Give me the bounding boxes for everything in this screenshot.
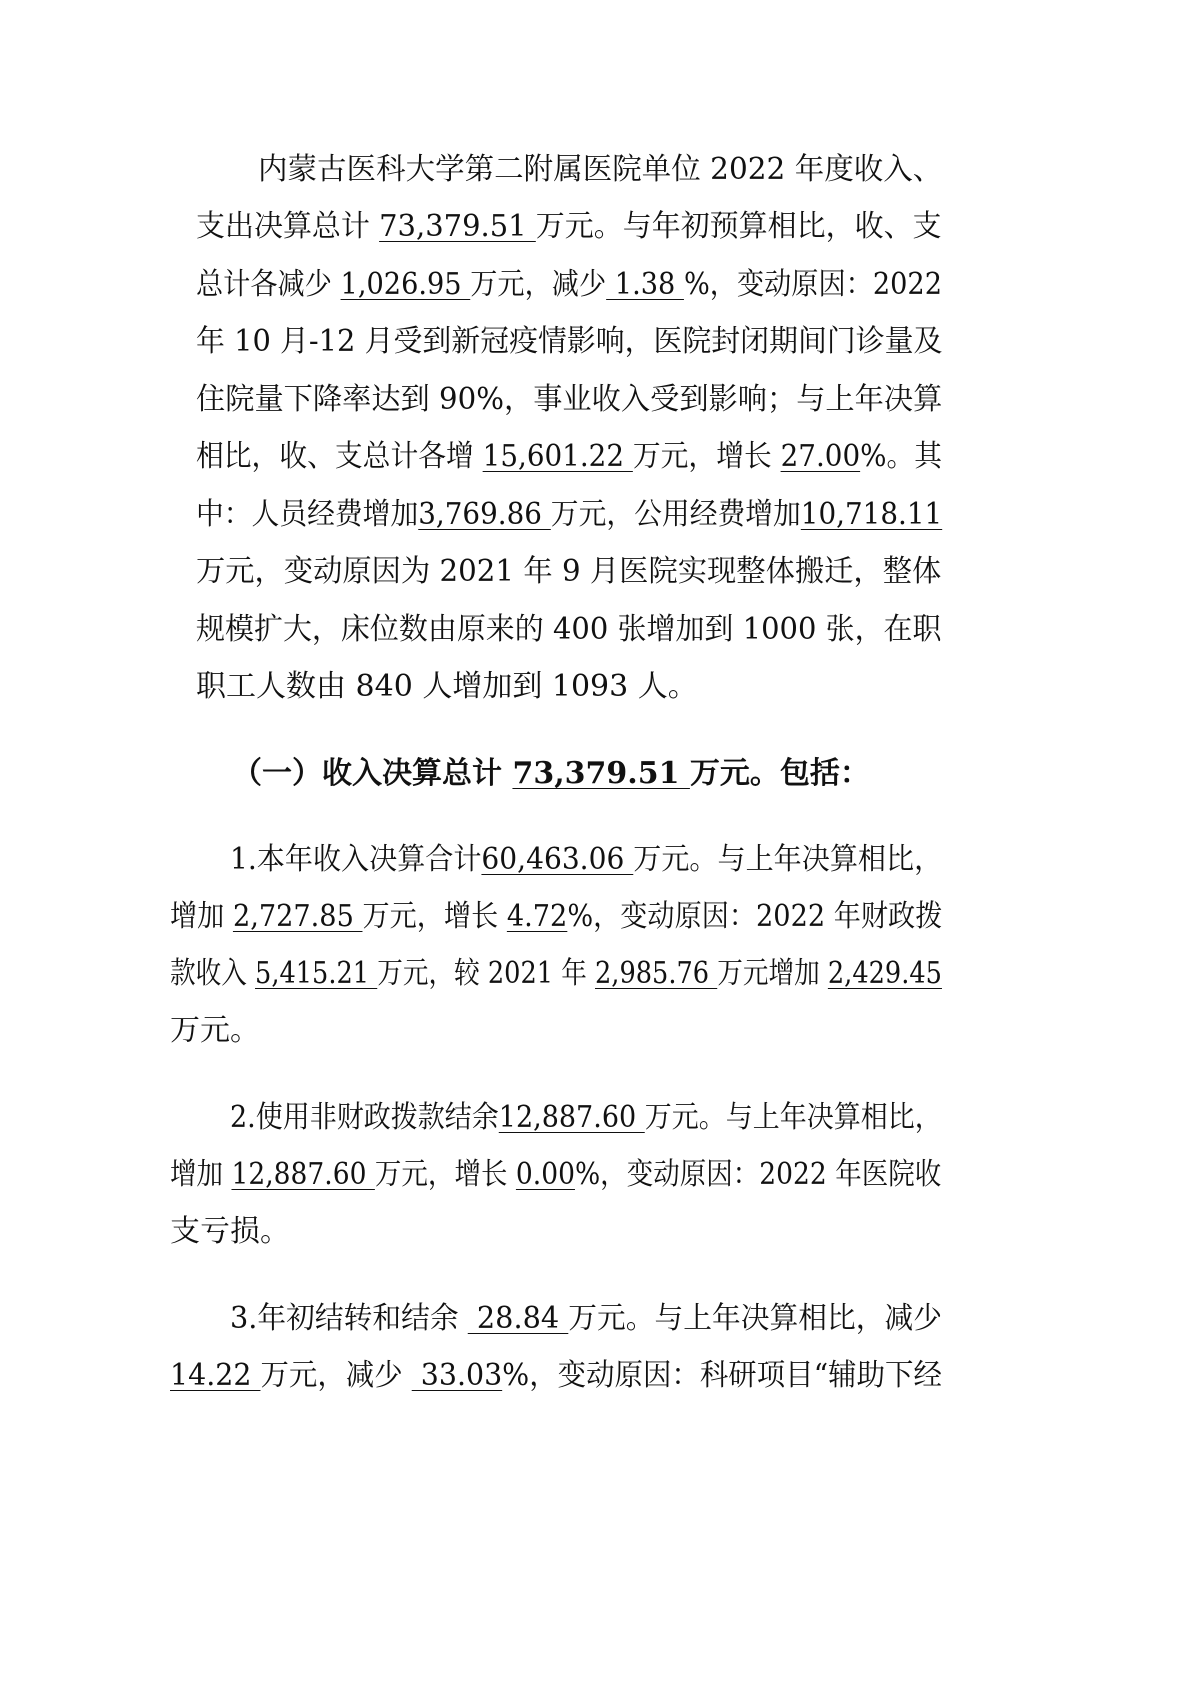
text-segment: 万元。包括： (689, 756, 870, 791)
underlined-value: 1.38 (606, 267, 684, 302)
text-line (196, 205, 942, 249)
text-segment: 支亏损。 (170, 1214, 290, 1249)
underlined-value: 12,887.60 (231, 1157, 375, 1192)
underlined-value: 12,887.60 (498, 1100, 645, 1135)
underlined-value: 15,601.22 (482, 439, 633, 474)
text-line (170, 895, 942, 939)
underlined-value: 2,727.85 (232, 899, 363, 934)
text-segment: 3.年初结转和结余 (230, 1301, 468, 1336)
text-segment: 中：人员经费增加 (196, 497, 419, 532)
heading-line (232, 752, 870, 796)
text-segment: 2.使用非财政拨款结余 (230, 1100, 499, 1135)
underlined-value: 33.03 (411, 1358, 503, 1393)
text-segment: 相比，收、支总计各增 (196, 439, 483, 474)
text-segment: 职工人数由 840 人增加到 1093 人。 (196, 669, 698, 704)
underlined-value: 28.84 (467, 1301, 569, 1336)
text-line (170, 1354, 942, 1398)
underlined-value: 5,415.21 (255, 956, 378, 991)
underlined-value: 2,985.76 (594, 956, 718, 991)
text-line (196, 665, 698, 709)
text-segment: 万元。与上年决算相比， (644, 1100, 942, 1135)
underlined-value: 27.00 (780, 439, 861, 474)
underlined-value: 10,718.11 (800, 497, 943, 532)
text-segment: 规模扩大，床位数由原来的 400 张增加到 1000 张，在职 (196, 612, 942, 647)
text-segment: 万元，较 2021 年 (377, 956, 595, 991)
underlined-value: 73,379.51 (379, 209, 536, 244)
text-line (170, 952, 942, 996)
text-segment: 万元，减少 (470, 267, 607, 302)
text-segment: 年 10 月-12 月受到新冠疫情影响，医院封闭期间门诊量及 (196, 324, 943, 359)
text-segment: 1.本年收入决算合计 (230, 842, 482, 877)
text-segment: 增加 (170, 1157, 232, 1192)
text-line (230, 838, 942, 882)
text-segment: 住院量下降率达到 90%，事业收入受到影响；与上年决算 (196, 382, 943, 417)
text-segment: 万元，增长 (632, 439, 781, 474)
text-line (196, 320, 942, 364)
text-line (196, 378, 942, 422)
text-segment: 支出决算总计 (196, 209, 380, 244)
underlined-value: 2,429.45 (827, 956, 942, 991)
text-segment: 万元，减少 (260, 1358, 412, 1393)
text-line (230, 1096, 942, 1140)
underlined-value: 1,026.95 (340, 267, 471, 302)
text-line (196, 435, 942, 479)
text-line (196, 608, 942, 652)
text-segment: 万元，增长 (374, 1157, 516, 1192)
text-line (170, 1153, 941, 1197)
text-segment: %，变动原因：2022 年财政拨 (567, 899, 943, 934)
underlined-value: 3,769.86 (418, 497, 551, 532)
underlined-value: 0.00 (515, 1157, 575, 1192)
text-line (196, 550, 941, 594)
text-line (196, 263, 942, 307)
text-segment: 款收入 (170, 956, 256, 991)
underlined-value: 14.22 (170, 1358, 261, 1393)
text-segment: 万元增加 (717, 956, 828, 991)
underlined-value: 60,463.06 (481, 842, 634, 877)
text-segment: 内蒙古医科大学第二附属医院单位 2022 年度收入、 (258, 152, 943, 187)
text-segment: 万元。 (170, 1013, 260, 1048)
text-line (258, 148, 942, 192)
text-segment: 万元，增长 (362, 899, 507, 934)
text-segment: 万元，公用经费增加 (550, 497, 801, 532)
text-segment: %，变动原因：2022 年医院收 (574, 1157, 942, 1192)
text-line (170, 1210, 290, 1254)
text-segment: 增加 (170, 899, 233, 934)
text-segment: 万元，变动原因为 2021 年 9 月医院实现整体搬迁，整体 (196, 554, 942, 589)
text-segment: 总计各减少 (196, 267, 341, 302)
underlined-value: 4.72 (506, 899, 568, 934)
text-segment: %。其 (860, 439, 943, 474)
text-segment: 万元。与上年决算相比， (633, 842, 943, 877)
text-segment: %，变动原因：2022 (683, 267, 943, 302)
text-line (170, 1009, 260, 1053)
text-segment: %，变动原因：科研项目“辅助下经 (502, 1358, 942, 1393)
text-segment: （一）收入决算总计 (232, 756, 513, 791)
text-line (196, 493, 942, 537)
text-segment: 万元。与上年决算相比，减少 (568, 1301, 942, 1336)
text-segment: 万元。与年初预算相比，收、支 (535, 209, 942, 244)
text-line (230, 1297, 942, 1341)
underlined-value: 73,379.51 (512, 756, 690, 791)
